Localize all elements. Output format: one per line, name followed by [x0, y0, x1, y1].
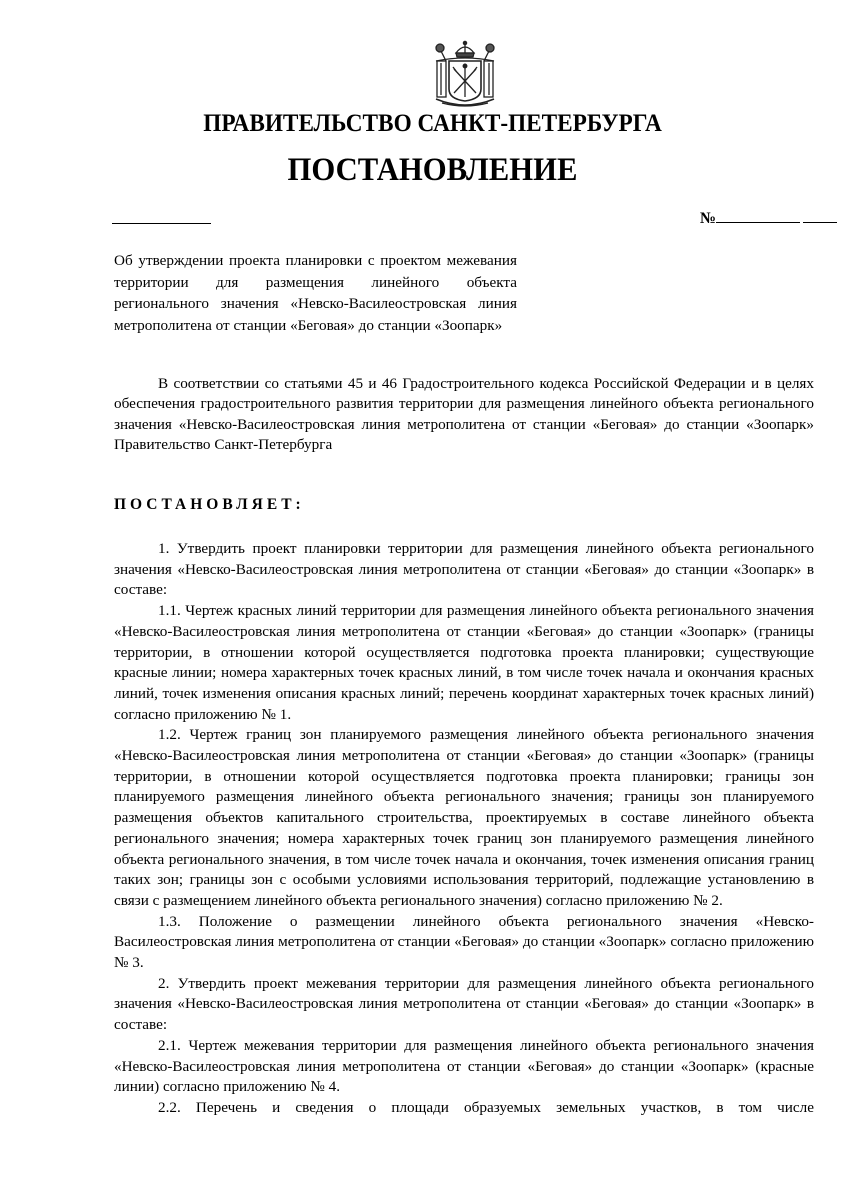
- decree-item-2-2: 2.2. Перечень и сведения о площади образуемых земельных участков, в том числе: [158, 1098, 814, 1116]
- document-subject: Об утверждении проекта планировки с проектом межевания территории для размещения линейного объекта регионального значения «Невско-Василеостровская линия метрополитена от станции «Беговая» до станции «Зоопарк»: [114, 252, 517, 334]
- preamble-paragraph: В соответствии со статьями 45 и 46 Градостроительного кодекса Российской Федерации и в целях обеспечения градостроительного развития территории для размещения линейного объекта регионального значения «Невско-Василеостровская линия метрополитена от станции «Беговая» до станции «Зоопарк» Правительство Санкт-Петербурга: [114, 375, 814, 453]
- decree-items: [114, 539, 814, 1119]
- decree-item-1-2: 1.2. Чертеж границ зон планируемого размещения линейного объекта регионального значения «Невско-Василеостровская линия метрополитена от станции «Беговая» до станции «Зоопарк» (границы территории, в отношении которой осуществляется подготовка проекта планировки; границы зон планируемого размещения линейного объекта регионального значения; границы зон планируемого размещения объектов капитального строительства, проектируемых в составе линейного объекта регионального значения; номера характерных точек границ зон планируемого размещения линейного объекта регионального значения, в том числе точек начала и окончания, точек изменения описания границ таких зон; границы зон с особыми условиями использования территорий, подлежащие установлению в связи с размещением линейного объекта регионального значения) согласно приложению № 2.: [114, 726, 814, 909]
- date-field-line: [112, 223, 211, 224]
- decree-heading: ПОСТАНОВЛЯЕТ:: [114, 496, 305, 513]
- decree-item-1: 1. Утвердить проект планировки территории для размещения линейного объекта регионального значения «Невско-Василеостровская линия метрополитена от станции «Беговая» до станции «Зоопарк» в составе:: [114, 540, 814, 599]
- spb-coat-of-arms-icon: [432, 39, 498, 111]
- decree-item-2: 2. Утвердить проект межевания территории для размещения линейного объекта регионального значения «Невско-Василеостровская линия метрополитена от станции «Беговая» до станции «Зоопарк» в составе:: [114, 974, 814, 1034]
- number-sign: №: [700, 210, 717, 227]
- government-title: ПРАВИТЕЛЬСТВО САНКТ-ПЕТЕРБУРГА: [203, 110, 662, 137]
- decree-item-1-3: 1.3. Положение о размещении линейного объекта регионального значения «Невско-Василеостровская линия метрополитена от станции «Беговая» до станции «Зоопарк» согласно приложению № 3.: [114, 912, 814, 972]
- preamble-section: [114, 374, 814, 455]
- number-blank-2: [803, 207, 837, 223]
- document-type-title: ПОСТАНОВЛЕНИЕ: [287, 152, 578, 188]
- document-number-field: [700, 207, 837, 228]
- decree-item-2-1: 2.1. Чертеж межевания территории для размещения линейного объекта регионального значения «Невско-Василеостровская линия метрополитена от станции «Беговая» до станции «Зоопарк» (красные линии) согласно приложению № 4.: [114, 1036, 814, 1096]
- decree-item-1-1: 1.1. Чертеж красных линий территории для размещения линейного объекта регионального значения «Невско-Василеостровская линия метрополитена от станции «Беговая» до станции «Зоопарк» (границы территории, в отношении которой осуществляется подготовка проекта планировки; существующие красные линии; номера характерных точек красных линий, в том числе точек начала и окончания красных линий, точек изменения описания красных линий; перечень координат характерных точек красных линий) согласно приложению № 1.: [114, 602, 814, 723]
- number-blank-1: [716, 207, 800, 223]
